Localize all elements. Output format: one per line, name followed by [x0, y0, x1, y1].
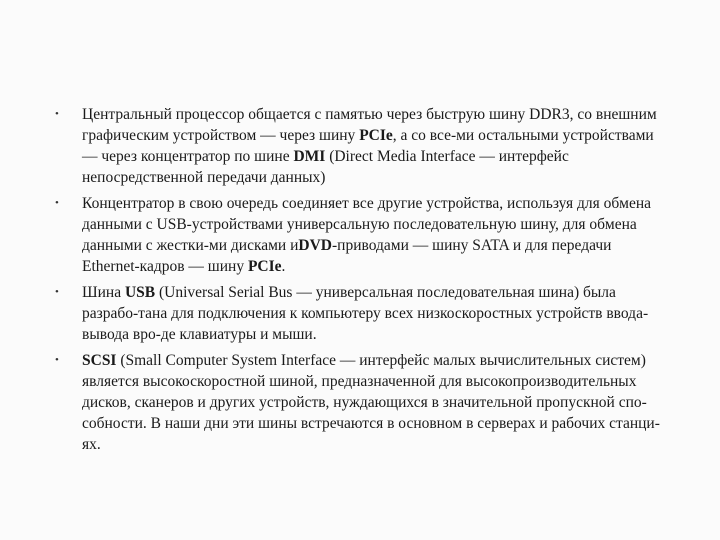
text-run-bold: DMI [293, 148, 326, 165]
bullet-dot-icon: • [55, 108, 59, 120]
bullet-text [82, 350, 665, 455]
bullet-text [82, 104, 665, 188]
text-run-bold: PCIe [247, 258, 282, 275]
bullet-item-cpu [55, 104, 665, 188]
text-run-bold: PCIe [359, 127, 393, 144]
bullet-text [82, 193, 665, 277]
text-run: -приводами — шину SATA и для передачи Ethernet-кадров — шину [82, 237, 612, 275]
text-run-bold: SCSI [82, 352, 117, 369]
text-run: Концентратор в свою очередь соединяет все другие устройства, используя для обмена данными с USB-устройствами универсальную последовательную шину, для обмена данными с жестки-ми дисками и [82, 195, 651, 254]
bullet-item-hub [55, 193, 665, 277]
bullet-list [55, 104, 665, 460]
text-run: , а со все-ми остальными устройствами — через концентратор по шине [82, 127, 654, 165]
text-run: (Small Computer System Interface — интерфейс малых вычислительных систем) является высокоскоростной шиной, предназначенной для высокопроизводительных дисков, сканеров и других устройств, нуждающихся в значительной пропускной спо-собности. В наши дни эти шины встречаются в основном в серверах и рабочих станци-ях. [82, 352, 660, 453]
bullet-item-usb [55, 282, 665, 345]
text-run: Шина [82, 284, 125, 301]
text-run: Центральный процессор общается с памятью через быструю шину DDR3, со внешним графическим устройством — через шину [82, 106, 657, 144]
bullet-dot-icon: • [55, 286, 59, 298]
text-run: . [281, 258, 286, 275]
bullet-text [82, 282, 665, 345]
text-run: (Direct Media Interface — интерфейс непосредственной передачи данных) [82, 148, 569, 186]
bullet-dot-icon: • [55, 197, 59, 209]
text-run-bold: USB [124, 284, 156, 301]
bullet-item-scsi [55, 350, 665, 455]
text-run-bold: DVD [298, 237, 332, 254]
text-run: (Universal Serial Bus — универсальная последовательная шина) была разрабо-тана для подключения к компьютеру всех низкоскоростных устройств ввода-вывода вро-де клавиатуры и мыши. [82, 284, 649, 343]
bullet-dot-icon: • [55, 354, 59, 366]
